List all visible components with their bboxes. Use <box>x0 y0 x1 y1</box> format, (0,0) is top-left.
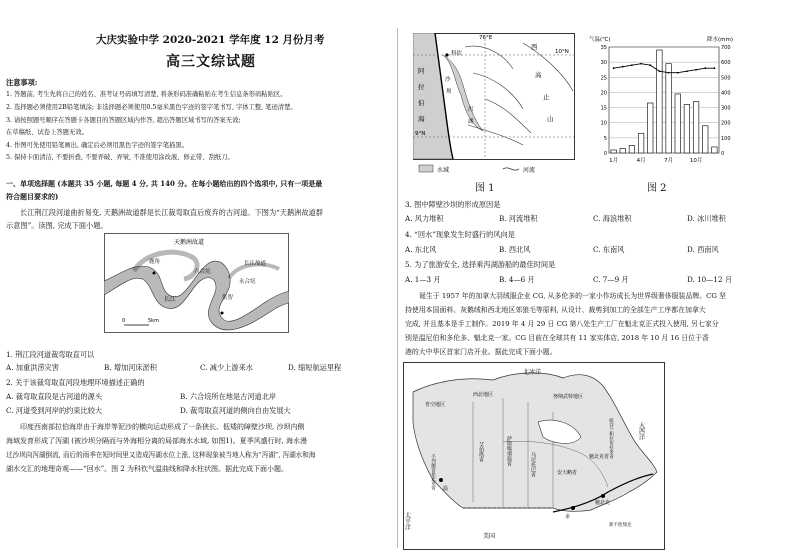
option[interactable]: A. 东北风 <box>405 245 437 254</box>
option[interactable]: D. 裁弯取直河道的侧向自由发展大 <box>180 406 291 415</box>
left-tick-label: 25 <box>600 75 607 82</box>
option[interactable]: A. 加重洪涝灾害 <box>6 363 59 372</box>
right-tick-label: 700 <box>721 45 731 51</box>
map-label: 高 <box>535 71 542 79</box>
right-tick-label: 300 <box>721 105 731 112</box>
map-label: 科钦 <box>451 51 463 57</box>
notice-line: 3. 请按照题号顺序在答题卡各题目的答题区域内作答, 超出答题区域书写的答案无效; <box>6 117 241 124</box>
map-label: 张智 <box>222 295 234 301</box>
option[interactable]: B. 增加河床淤积 <box>104 363 157 372</box>
figure-caption: 图 1 <box>475 183 495 194</box>
map-label: 马尼托巴省 <box>530 452 536 477</box>
rain-bar <box>675 94 681 153</box>
option[interactable]: D. 冰川堆积 <box>687 214 726 223</box>
map-label: 萨斯喀彻温省 <box>506 436 512 466</box>
passage-intro-cont: 示意图”。读图, 完成下面小题。 <box>6 221 108 230</box>
oxbow-lake-map <box>104 233 289 333</box>
rain-bar <box>648 103 654 153</box>
notice-line: 1. 答题前, 考生先将自己的姓名、准考证号码填写清楚, 将条形码准确粘贴在考生信息条形码粘贴区。 <box>6 91 287 98</box>
passage-line: 诞生于 1957 年的加拿大羽绒服企业 CG, 从多伦多的一家小作坊成长为世界级奢侈服装品牌。CG 坚 <box>419 292 726 300</box>
city-dot <box>445 53 448 56</box>
option[interactable]: B. 4—6 月 <box>499 275 535 284</box>
option[interactable]: C. 7—9 月 <box>593 275 629 284</box>
column-divider <box>397 28 398 548</box>
right-tick-label: 200 <box>721 120 731 127</box>
map-label: 坝 <box>446 89 452 95</box>
passage-line: 过沙坝向泻湖倒流, 而后的雨季在短时间里又造成泻湖水位上涨, 这种现象被当地人称为“泻湖”, 泻湖水和海 <box>6 451 316 459</box>
left-tick-label: 35 <box>600 45 607 51</box>
option[interactable]: C. 东南风 <box>593 245 625 254</box>
passage-intro: 长江荆江段河道曲折易变, 天鹅洲故道群是长江裁弯取直后废弃的古河道。下图为“天鹅洲故道群 <box>20 208 323 217</box>
map-label: 安大略省 <box>557 470 578 476</box>
left-tick-label: 20 <box>600 90 607 97</box>
map-label: 海 <box>418 115 425 123</box>
rain-bar <box>611 150 617 153</box>
map-label: 泻 <box>468 107 474 113</box>
rain-bar <box>657 50 663 153</box>
passage-line: 湖水交汇的地理奇观——“回水”。图 2 为科钦气温曲线和降水柱状图。据此完成下面小题。 <box>6 465 289 473</box>
rain-bar <box>629 145 635 153</box>
map-label: 永合垸 <box>239 279 256 285</box>
map-label: 魁北克省 <box>589 454 610 460</box>
section-heading: 一、单项选择题 (本题共 35 小题, 每题 4 分, 共 140 分。在每小题给出的四个选项中, 只有一项是最 <box>6 179 323 188</box>
month-label: 4月 <box>636 158 646 164</box>
left-tick-label: 5 <box>603 135 607 142</box>
map-label: 湖 <box>468 119 474 125</box>
question-stem: 3. 图中障壁沙坝的形成原因是 <box>405 200 501 209</box>
rain-bar <box>693 102 699 153</box>
option[interactable]: D. 10—12 月 <box>687 275 733 284</box>
figure-caption: 图 2 <box>647 183 667 194</box>
lon-label: 76°E <box>479 35 493 41</box>
notice-line: 在草稿纸、试卷上答题无效。 <box>6 129 88 136</box>
map-label: 止 <box>543 93 550 101</box>
map-label: 太平洋 <box>403 512 411 530</box>
climate-chart <box>587 33 747 173</box>
option[interactable]: C. 河道受到河岸的约束比较大 <box>6 406 103 415</box>
question-stem: 5. 为了旅游安全, 选择乘泻湖游船的最佳时间是 <box>405 260 556 269</box>
passage-line: 海域发育形成了泻湖 (被沙坝分隔而与外海相分离的局部海水水域, 如图1)。夏季风盛行时, 海水漫 <box>6 437 308 445</box>
lagoon-map <box>413 33 575 178</box>
map-label: 拉 <box>418 83 425 91</box>
right-tick-label: 500 <box>721 75 731 82</box>
option[interactable]: D. 缩短航运里程 <box>288 363 342 372</box>
passage-line: 别是温尼伯和多伦多、魁北克一家。CG 目前在全球共有 11 家实体店, 2018 年 10 月 16 日位于香 <box>405 334 709 342</box>
option[interactable]: A. 裁弯取直段是古河道的源头 <box>6 392 103 401</box>
map-label: 西 <box>531 43 538 51</box>
map-label: 长江 <box>164 296 177 303</box>
option[interactable]: B. 河流堆积 <box>499 214 538 223</box>
question-stem: 2. 关于该裁弯取直河段地理环境描述正确的 <box>6 378 145 387</box>
map-label: 西北地区 <box>473 392 494 398</box>
rain-bar <box>703 126 709 153</box>
notice-line: 2. 选择题必须使用2B铅笔填涂; 非选择题必须使用0.5毫米黑色字迹的签字笔书写, 字体工整, 笔迹清楚。 <box>6 104 297 111</box>
option[interactable]: B. 西北风 <box>499 245 531 254</box>
right-tick-label: 600 <box>721 60 731 67</box>
passage-line: 印度西南部拉伯海岸由于海岸等泥沙的横向运动形成了一条狭长、低矮的障壁沙坝, 沙坝内侧 <box>20 423 305 431</box>
notice-line: 5. 保持卡面清洁, 不要折叠, 不要弄破、弄皱, 不准使用涂改液、修正带、刮纸刀。 <box>6 154 234 161</box>
map-label: 努纳武特地区 <box>553 394 584 400</box>
rain-bar <box>638 133 644 153</box>
map-label: 六合垸 <box>194 269 211 275</box>
map-label: 不列颠哥伦比亚省 <box>430 454 436 490</box>
map-label: 美国 <box>483 533 496 540</box>
legend-river-line <box>503 168 519 170</box>
right-axis-label: 降水(mm) <box>707 37 734 43</box>
option[interactable]: A. 风力堆积 <box>405 214 444 223</box>
option[interactable]: B. 六合垸所在地是古河道北岸 <box>180 392 277 401</box>
legend-water: 水域 <box>437 167 450 174</box>
rain-bar <box>712 147 717 153</box>
passage-line: 持使用本国面料、灰鹅绒和西北地区郊狼毛等原料, 从设计、裁剪到加工的全部生产工序都在加拿大 <box>405 306 706 314</box>
left-tick-label: 30 <box>600 60 607 67</box>
option[interactable]: C. 海浪堆积 <box>593 214 632 223</box>
map-label: 纽芬兰和拉布拉多省 <box>608 418 614 459</box>
map-label: 大西洋 <box>637 422 645 440</box>
right-tick-label: 100 <box>721 135 731 142</box>
map-point <box>221 312 224 315</box>
notice-heading: 注意事项: <box>6 78 38 87</box>
section-heading-cont: 符合题目要求的) <box>6 192 59 201</box>
question-stem: 4. “回水”现象发生时盛行的风向是 <box>405 230 515 239</box>
lat-label: 9°N <box>415 131 426 137</box>
notice-line: 4. 作图可先使用铅笔画出, 确定后必须用黑色字迹的签字笔描黑。 <box>6 142 189 149</box>
passage-line: 完成, 并且基本是手工制作。2019 年 4 月 29 日 CG 第八处生产工厂在魁北克正式投入使用, 另七家分 <box>405 320 719 328</box>
exam-subtitle: 高三文综试题 <box>166 54 256 70</box>
option[interactable]: A. 1—3 月 <box>405 275 441 284</box>
right-tick-label: 0 <box>721 151 725 157</box>
city-dot <box>571 506 575 510</box>
map-label: 育空地区 <box>425 402 446 408</box>
map-label: 北冰洋 <box>523 369 542 376</box>
map-label: 多 <box>565 514 571 520</box>
map-label: 山 <box>547 115 554 123</box>
question-stem: 1. 荆江段河道裁弯取直可以 <box>6 350 95 359</box>
left-tick-label: 0 <box>603 151 607 157</box>
legend-water-swatch <box>419 165 433 172</box>
city-dot <box>439 478 443 482</box>
map-label: 魁北克 <box>595 500 611 506</box>
map-label: 鹿角 <box>149 259 161 265</box>
temp-line <box>614 64 715 73</box>
map-label: 新不伦瑞克 <box>609 523 632 528</box>
map-label: 沙 <box>445 77 451 83</box>
option[interactable]: C. 减少上游来水 <box>200 363 253 372</box>
map-label: 艾伯塔省 <box>478 442 484 462</box>
map-point <box>153 272 156 275</box>
month-label: 1月 <box>609 158 619 164</box>
exam-title: 大庆实验中学 2020-2021 学年度 12 月份月考 <box>96 34 325 46</box>
svg-text:0: 0 <box>122 318 126 324</box>
lat-label: 10°N <box>555 49 569 55</box>
legend-river: 河流 <box>523 167 536 174</box>
map-label: 长江故道 <box>244 261 267 267</box>
canada-map <box>403 362 665 550</box>
map-label: 阿 <box>418 67 425 75</box>
right-tick-label: 400 <box>721 90 731 97</box>
map-label: 温 <box>443 486 449 492</box>
rain-bar <box>684 105 690 153</box>
map-title: 天鹅洲故道 <box>174 239 205 246</box>
passage-line: 港的大中华区首家门店开业。据此完成下面小题。 <box>405 348 557 356</box>
rain-bar <box>620 148 626 153</box>
left-tick-label: 10 <box>600 120 607 127</box>
month-label: 7月 <box>664 158 674 164</box>
map-label: 伯 <box>418 99 425 107</box>
option[interactable]: D. 西南风 <box>687 245 719 254</box>
rain-bar <box>666 64 672 153</box>
city-dot <box>601 494 605 498</box>
left-tick-label: 15 <box>600 105 607 112</box>
left-axis-label: 气温(℃) <box>589 37 611 43</box>
month-label: 10月 <box>689 158 703 164</box>
scale-label: 5km <box>148 318 159 324</box>
